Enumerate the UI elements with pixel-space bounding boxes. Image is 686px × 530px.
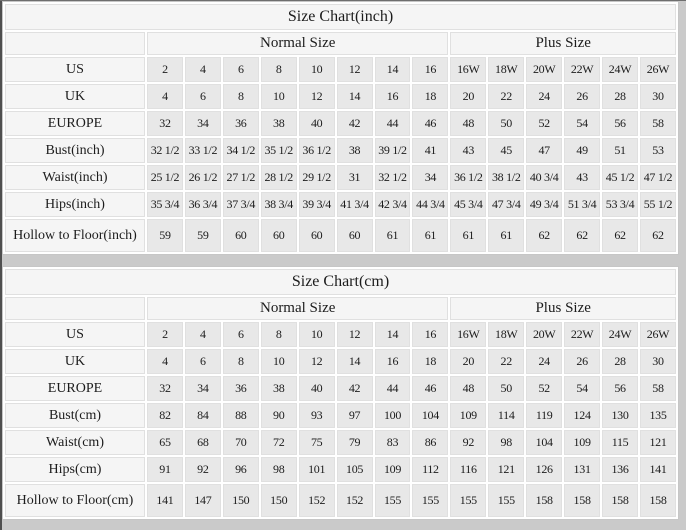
- size-value-cell: 16: [412, 322, 448, 347]
- table-title-row: [5, 269, 676, 295]
- row-label-cell: Hips(inch): [5, 192, 145, 217]
- top-edge-strip: [0, 0, 686, 1]
- size-value-cell: 34: [185, 111, 221, 136]
- table-row: [5, 403, 676, 428]
- size-value-cell: 54: [564, 111, 600, 136]
- size-value-cell: 141: [640, 457, 676, 482]
- size-value-cell: 32 1/2: [147, 138, 183, 163]
- size-value-cell: 10: [299, 322, 335, 347]
- size-value-cell: 47: [526, 138, 562, 163]
- column-group-row: [5, 32, 676, 55]
- size-value-cell: 26W: [640, 322, 676, 347]
- table-row: [5, 57, 676, 82]
- size-value-cell: 42: [337, 111, 373, 136]
- size-value-cell: 97: [337, 403, 373, 428]
- size-value-cell: 152: [337, 484, 373, 517]
- size-chart-cm-table: [2, 266, 679, 520]
- size-value-cell: 26 1/2: [185, 165, 221, 190]
- size-value-cell: 36: [223, 111, 259, 136]
- size-value-cell: 104: [412, 403, 448, 428]
- size-value-cell: 61: [488, 219, 524, 252]
- size-value-cell: 86: [412, 430, 448, 455]
- size-value-cell: 62: [526, 219, 562, 252]
- row-label-cell: UK: [5, 349, 145, 374]
- size-value-cell: 2: [147, 57, 183, 82]
- size-value-cell: 28: [602, 349, 638, 374]
- size-value-cell: 14: [375, 57, 411, 82]
- size-value-cell: 82: [147, 403, 183, 428]
- size-value-cell: 61: [375, 219, 411, 252]
- row-label-cell: Waist(inch): [5, 165, 145, 190]
- size-value-cell: 22: [488, 349, 524, 374]
- size-value-cell: 50: [488, 111, 524, 136]
- size-value-cell: 8: [223, 349, 259, 374]
- size-value-cell: 54: [564, 376, 600, 401]
- size-value-cell: 22: [488, 84, 524, 109]
- size-value-cell: 26: [564, 84, 600, 109]
- size-value-cell: 22W: [564, 322, 600, 347]
- size-value-cell: 49: [564, 138, 600, 163]
- size-value-cell: 83: [375, 430, 411, 455]
- size-value-cell: 93: [299, 403, 335, 428]
- column-group-header: Normal Size: [147, 32, 448, 55]
- size-value-cell: 112: [412, 457, 448, 482]
- size-value-cell: 70: [223, 430, 259, 455]
- size-value-cell: 109: [375, 457, 411, 482]
- size-value-cell: 18: [412, 349, 448, 374]
- size-value-cell: 20: [450, 349, 486, 374]
- size-value-cell: 4: [147, 349, 183, 374]
- size-value-cell: 48: [450, 376, 486, 401]
- size-value-cell: 36 1/2: [450, 165, 486, 190]
- size-value-cell: 109: [450, 403, 486, 428]
- row-label-cell: UK: [5, 84, 145, 109]
- size-value-cell: 41 3/4: [337, 192, 373, 217]
- size-value-cell: 10: [261, 349, 297, 374]
- size-value-cell: 20W: [526, 57, 562, 82]
- size-value-cell: 53: [640, 138, 676, 163]
- size-value-cell: 12: [299, 349, 335, 374]
- size-value-cell: 30: [640, 349, 676, 374]
- size-value-cell: 92: [450, 430, 486, 455]
- size-value-cell: 98: [261, 457, 297, 482]
- size-value-cell: 26W: [640, 57, 676, 82]
- size-charts-container: [2, 1, 679, 520]
- size-value-cell: 115: [602, 430, 638, 455]
- table-row: [5, 165, 676, 190]
- size-value-cell: 104: [526, 430, 562, 455]
- column-group-row: [5, 297, 676, 320]
- size-value-cell: 24W: [602, 57, 638, 82]
- table-row: [5, 484, 676, 517]
- column-group-header: Plus Size: [450, 297, 676, 320]
- size-value-cell: 10: [261, 84, 297, 109]
- corner-blank-cell: [5, 297, 145, 320]
- table-row: [5, 430, 676, 455]
- size-value-cell: 60: [337, 219, 373, 252]
- size-value-cell: 126: [526, 457, 562, 482]
- size-value-cell: 6: [223, 57, 259, 82]
- size-value-cell: 34 1/2: [223, 138, 259, 163]
- size-value-cell: 16W: [450, 57, 486, 82]
- size-value-cell: 14: [337, 349, 373, 374]
- size-value-cell: 38 3/4: [261, 192, 297, 217]
- size-value-cell: 45 1/2: [602, 165, 638, 190]
- table-row: [5, 322, 676, 347]
- size-value-cell: 109: [564, 430, 600, 455]
- size-value-cell: 61: [450, 219, 486, 252]
- size-value-cell: 51 3/4: [564, 192, 600, 217]
- size-value-cell: 43: [564, 165, 600, 190]
- size-value-cell: 119: [526, 403, 562, 428]
- size-value-cell: 92: [185, 457, 221, 482]
- size-value-cell: 22W: [564, 57, 600, 82]
- size-value-cell: 26: [564, 349, 600, 374]
- size-value-cell: 60: [261, 219, 297, 252]
- size-value-cell: 4: [185, 57, 221, 82]
- size-value-cell: 35 1/2: [261, 138, 297, 163]
- size-value-cell: 88: [223, 403, 259, 428]
- size-value-cell: 62: [564, 219, 600, 252]
- size-value-cell: 155: [488, 484, 524, 517]
- row-label-cell: EUROPE: [5, 376, 145, 401]
- size-value-cell: 12: [337, 57, 373, 82]
- size-value-cell: 116: [450, 457, 486, 482]
- size-value-cell: 158: [602, 484, 638, 517]
- row-label-cell: Bust(cm): [5, 403, 145, 428]
- left-edge-strip: [0, 0, 2, 530]
- size-value-cell: 55 1/2: [640, 192, 676, 217]
- size-value-cell: 8: [261, 322, 297, 347]
- size-value-cell: 91: [147, 457, 183, 482]
- size-value-cell: 58: [640, 376, 676, 401]
- size-value-cell: 38: [261, 376, 297, 401]
- row-label-cell: Waist(cm): [5, 430, 145, 455]
- size-value-cell: 42 3/4: [375, 192, 411, 217]
- size-value-cell: 16: [375, 84, 411, 109]
- size-value-cell: 136: [602, 457, 638, 482]
- size-value-cell: 40 3/4: [526, 165, 562, 190]
- size-value-cell: 32 1/2: [375, 165, 411, 190]
- size-value-cell: 36: [223, 376, 259, 401]
- size-value-cell: 46: [412, 376, 448, 401]
- size-value-cell: 50: [488, 376, 524, 401]
- size-value-cell: 38 1/2: [488, 165, 524, 190]
- size-value-cell: 36 1/2: [299, 138, 335, 163]
- size-value-cell: 105: [337, 457, 373, 482]
- size-value-cell: 20: [450, 84, 486, 109]
- size-value-cell: 18: [412, 84, 448, 109]
- size-value-cell: 24: [526, 84, 562, 109]
- table-title: Size Chart(cm): [5, 269, 676, 295]
- row-label-cell: Bust(inch): [5, 138, 145, 163]
- size-value-cell: 72: [261, 430, 297, 455]
- size-value-cell: 40: [299, 111, 335, 136]
- size-value-cell: 84: [185, 403, 221, 428]
- size-value-cell: 155: [412, 484, 448, 517]
- size-value-cell: 124: [564, 403, 600, 428]
- size-value-cell: 100: [375, 403, 411, 428]
- size-value-cell: 16W: [450, 322, 486, 347]
- size-value-cell: 44: [375, 111, 411, 136]
- size-value-cell: 16: [375, 349, 411, 374]
- size-value-cell: 59: [185, 219, 221, 252]
- table-row: [5, 376, 676, 401]
- size-value-cell: 158: [564, 484, 600, 517]
- size-value-cell: 68: [185, 430, 221, 455]
- size-value-cell: 31: [337, 165, 373, 190]
- size-value-cell: 39 1/2: [375, 138, 411, 163]
- size-value-cell: 39 3/4: [299, 192, 335, 217]
- size-value-cell: 58: [640, 111, 676, 136]
- size-value-cell: 35 3/4: [147, 192, 183, 217]
- size-value-cell: 18W: [488, 322, 524, 347]
- size-value-cell: 96: [223, 457, 259, 482]
- table-row: [5, 349, 676, 374]
- size-value-cell: 52: [526, 376, 562, 401]
- size-value-cell: 60: [223, 219, 259, 252]
- size-value-cell: 20W: [526, 322, 562, 347]
- table-row: [5, 192, 676, 217]
- row-label-cell: EUROPE: [5, 111, 145, 136]
- size-value-cell: 135: [640, 403, 676, 428]
- size-value-cell: 45 3/4: [450, 192, 486, 217]
- size-value-cell: 53 3/4: [602, 192, 638, 217]
- size-value-cell: 150: [261, 484, 297, 517]
- size-value-cell: 121: [488, 457, 524, 482]
- size-value-cell: 56: [602, 376, 638, 401]
- size-value-cell: 34: [185, 376, 221, 401]
- size-value-cell: 158: [526, 484, 562, 517]
- size-value-cell: 14: [337, 84, 373, 109]
- size-value-cell: 6: [223, 322, 259, 347]
- size-value-cell: 155: [450, 484, 486, 517]
- size-value-cell: 38: [261, 111, 297, 136]
- size-value-cell: 62: [640, 219, 676, 252]
- size-value-cell: 52: [526, 111, 562, 136]
- size-value-cell: 33 1/2: [185, 138, 221, 163]
- size-value-cell: 28 1/2: [261, 165, 297, 190]
- table-title-row: [5, 4, 676, 30]
- size-value-cell: 43: [450, 138, 486, 163]
- size-value-cell: 158: [640, 484, 676, 517]
- size-value-cell: 90: [261, 403, 297, 428]
- size-value-cell: 36 3/4: [185, 192, 221, 217]
- size-chart-inch-table: [2, 1, 679, 255]
- size-value-cell: 29 1/2: [299, 165, 335, 190]
- size-value-cell: 62: [602, 219, 638, 252]
- size-value-cell: 150: [223, 484, 259, 517]
- table-row: [5, 457, 676, 482]
- size-value-cell: 6: [185, 349, 221, 374]
- size-value-cell: 40: [299, 376, 335, 401]
- size-value-cell: 59: [147, 219, 183, 252]
- size-value-cell: 44: [375, 376, 411, 401]
- size-value-cell: 6: [185, 84, 221, 109]
- size-value-cell: 130: [602, 403, 638, 428]
- size-value-cell: 24W: [602, 322, 638, 347]
- size-value-cell: 49 3/4: [526, 192, 562, 217]
- size-value-cell: 48: [450, 111, 486, 136]
- size-value-cell: 75: [299, 430, 335, 455]
- table-row: [5, 219, 676, 252]
- size-value-cell: 25 1/2: [147, 165, 183, 190]
- size-value-cell: 46: [412, 111, 448, 136]
- size-value-cell: 38: [337, 138, 373, 163]
- size-value-cell: 51: [602, 138, 638, 163]
- table-row: [5, 84, 676, 109]
- size-value-cell: 101: [299, 457, 335, 482]
- row-label-cell: Hips(cm): [5, 457, 145, 482]
- size-value-cell: 114: [488, 403, 524, 428]
- size-value-cell: 47 1/2: [640, 165, 676, 190]
- size-value-cell: 37 3/4: [223, 192, 259, 217]
- size-value-cell: 42: [337, 376, 373, 401]
- size-value-cell: 131: [564, 457, 600, 482]
- column-group-header: Normal Size: [147, 297, 448, 320]
- size-value-cell: 8: [223, 84, 259, 109]
- size-value-cell: 79: [337, 430, 373, 455]
- table-title: Size Chart(inch): [5, 4, 676, 30]
- size-value-cell: 16: [412, 57, 448, 82]
- corner-blank-cell: [5, 32, 145, 55]
- size-value-cell: 141: [147, 484, 183, 517]
- size-value-cell: 152: [299, 484, 335, 517]
- row-label-cell: US: [5, 57, 145, 82]
- size-value-cell: 61: [412, 219, 448, 252]
- size-value-cell: 47 3/4: [488, 192, 524, 217]
- size-value-cell: 28: [602, 84, 638, 109]
- size-value-cell: 121: [640, 430, 676, 455]
- table-row: [5, 111, 676, 136]
- row-label-cell: Hollow to Floor(cm): [5, 484, 145, 517]
- size-value-cell: 2: [147, 322, 183, 347]
- size-value-cell: 27 1/2: [223, 165, 259, 190]
- size-value-cell: 155: [375, 484, 411, 517]
- size-value-cell: 10: [299, 57, 335, 82]
- size-value-cell: 147: [185, 484, 221, 517]
- size-value-cell: 24: [526, 349, 562, 374]
- size-value-cell: 32: [147, 111, 183, 136]
- size-value-cell: 4: [185, 322, 221, 347]
- size-value-cell: 30: [640, 84, 676, 109]
- row-label-cell: Hollow to Floor(inch): [5, 219, 145, 252]
- size-value-cell: 65: [147, 430, 183, 455]
- size-value-cell: 12: [337, 322, 373, 347]
- size-value-cell: 98: [488, 430, 524, 455]
- size-value-cell: 4: [147, 84, 183, 109]
- size-value-cell: 44 3/4: [412, 192, 448, 217]
- column-group-header: Plus Size: [450, 32, 676, 55]
- size-value-cell: 14: [375, 322, 411, 347]
- size-value-cell: 34: [412, 165, 448, 190]
- size-value-cell: 32: [147, 376, 183, 401]
- size-value-cell: 8: [261, 57, 297, 82]
- size-value-cell: 12: [299, 84, 335, 109]
- size-value-cell: 45: [488, 138, 524, 163]
- table-row: [5, 138, 676, 163]
- row-label-cell: US: [5, 322, 145, 347]
- size-value-cell: 18W: [488, 57, 524, 82]
- size-value-cell: 41: [412, 138, 448, 163]
- size-value-cell: 60: [299, 219, 335, 252]
- size-value-cell: 56: [602, 111, 638, 136]
